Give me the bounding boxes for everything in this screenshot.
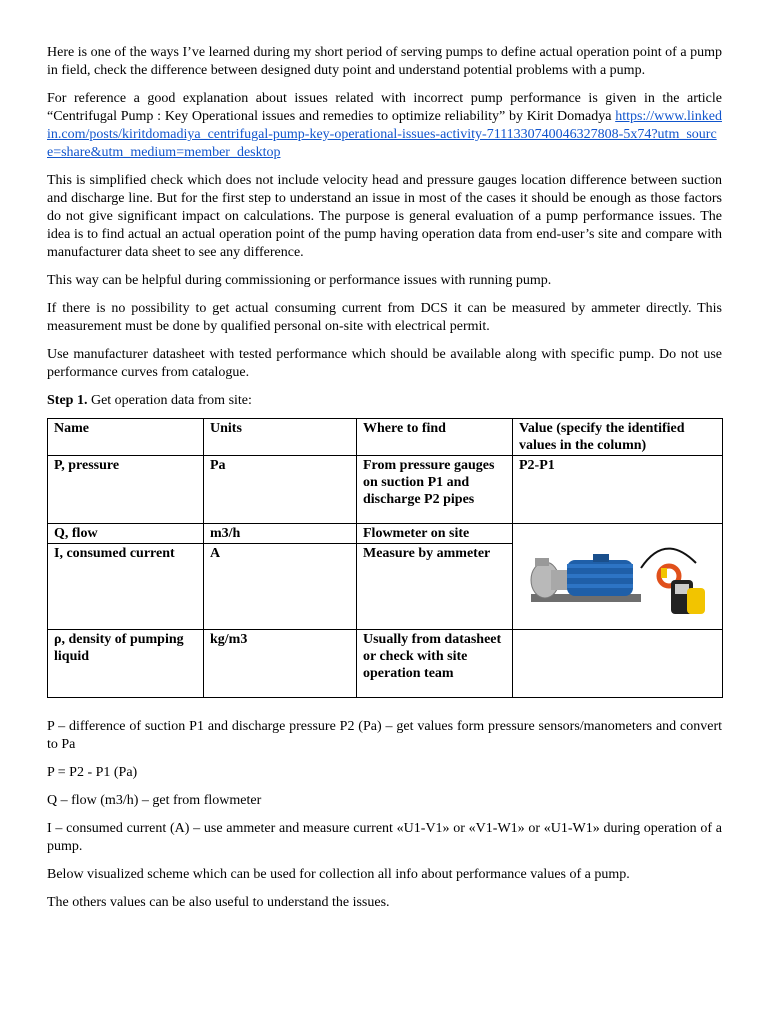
note-flow: Q – flow (m3/h) – get from flowmeter: [47, 793, 262, 808]
note-current: I – consumed current (A) – use ammeter and measure current «U1-V1» or «V1-W1» or «U1-W1» during operation of a pump.: [47, 821, 722, 854]
step1-label: Step 1.: [47, 393, 88, 408]
step1-heading: [47, 392, 722, 410]
row-where: Usually from datasheet or check with site operation team: [357, 630, 513, 698]
header-name: Name: [48, 419, 204, 456]
header-where: Where to find: [357, 419, 513, 456]
table-row: [48, 456, 723, 524]
note-others: The others values can be also useful to understand the issues.: [47, 895, 390, 910]
row-where: Flowmeter on site: [357, 524, 513, 544]
row-value-image-cell: [513, 524, 723, 630]
row-name: ρ, density of pumping liquid: [48, 630, 204, 698]
document-body: [47, 44, 722, 922]
row-where: Measure by ammeter: [357, 544, 513, 630]
row-value: [513, 630, 723, 698]
reference-link[interactable]: https://www.linkedin.com/posts/kiritdomadiya_centrifugal-pump-key-operational-issues-activity-7111330740046327808-5x74?utm_source=share&utm_medium=member_desktop: [47, 109, 722, 160]
intro-paragraph-5: If there is no possibility to get actual consuming current from DCS it can be measured by ammeter directly. This measurement must be done by qualified personal on-site with electrical permit.: [47, 301, 722, 334]
operation-data-table: [47, 418, 723, 698]
intro-paragraph-2: [47, 90, 722, 162]
row-units: A: [204, 544, 357, 630]
table-row: [48, 524, 723, 544]
note-pressure: P – difference of suction P1 and discharge pressure P2 (Pa) – get values form pressure sensors/manometers and convert to Pa: [47, 719, 722, 752]
row-units: kg/m3: [204, 630, 357, 698]
row-where: From pressure gauges on suction P1 and discharge P2 pipes: [357, 456, 513, 524]
row-units: Pa: [204, 456, 357, 524]
table-row: [48, 630, 723, 698]
row-name: I, consumed current: [48, 544, 204, 630]
reference-text: For reference a good explanation about issues related with incorrect pump performance is given in the article “Centrifugal Pump : Key Operational issues and remedies to optimize reliability” by Kirit Domadya: [47, 91, 722, 124]
header-units: Units: [204, 419, 357, 456]
row-units: m3/h: [204, 524, 357, 544]
header-value: Value (specify the identified values in the column): [513, 419, 723, 456]
table-header-row: [48, 419, 723, 456]
row-name: Q, flow: [48, 524, 204, 544]
row-value: P2-P1: [513, 456, 723, 524]
intro-paragraph-3: This is simplified check which does not include velocity head and pressure gauges location difference between suction and discharge line. But for the first step to understand an issue in most of the cases it should be enough as those factors do not give significant impact on calculations. The purpose is general evaluation of a pump performance issues. The idea is to find actual an actual operation point of the pump having operation data from end-user’s site and compare with manufacturer data sheet to see any difference.: [47, 173, 722, 260]
row-name: P, pressure: [48, 456, 204, 524]
step1-text: Get operation data from site:: [87, 393, 252, 408]
note-pressure-formula: P = P2 - P1 (Pa): [47, 765, 138, 780]
pump-ammeter-photo: [521, 528, 715, 622]
intro-paragraph-1: Here is one of the ways I’ve learned during my short period of serving pumps to define actual operation point of a pump in field, check the difference between designed duty point and understand potential problems with a pump.: [47, 45, 722, 78]
note-scheme: Below visualized scheme which can be used for collection all info about performance values of a pump.: [47, 867, 630, 882]
intro-paragraph-4: This way can be helpful during commissioning or performance issues with running pump.: [47, 273, 552, 288]
intro-paragraph-6: Use manufacturer datasheet with tested performance which should be available along with specific pump. Do not use performance curves from catalogue.: [47, 347, 722, 380]
